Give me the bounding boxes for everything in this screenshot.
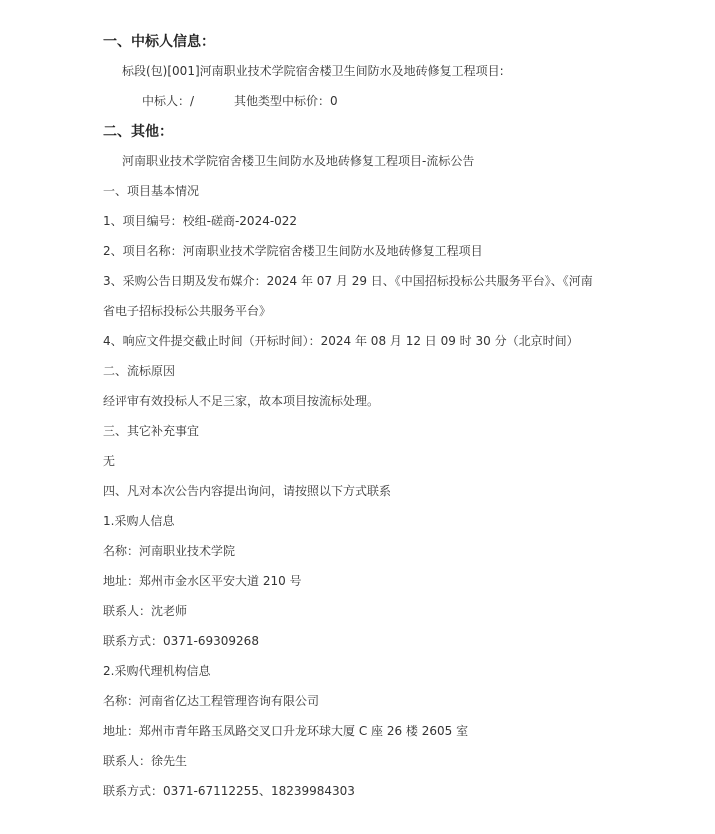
announcement-date-line2: 省电子招标投标公共服务平台》 — [103, 304, 272, 318]
section-contact-heading: 四、凡对本次公告内容提出询问，请按照以下方式联系 — [103, 484, 392, 498]
announcement-date-line1: 3、采购公告日期及发布媒介：2024 年 07 月 29 日、《中国招标投标公共服务平台》、《河南 — [103, 274, 593, 288]
lot-line: 标段(包)[001]河南职业技术学院宿舍楼卫生间防水及地砖修复工程项目: — [122, 64, 504, 78]
section-supplement-heading: 三、其它补充事宜 — [103, 424, 200, 438]
agency-heading: 2.采购代理机构信息 — [103, 664, 211, 678]
supplement-text: 无 — [103, 454, 116, 468]
other-price: 其他类型中标价：0 — [234, 94, 338, 108]
failure-reason: 经评审有效投标人不足三家，故本项目按流标处理。 — [103, 394, 380, 408]
purchaser-heading: 1.采购人信息 — [103, 514, 175, 528]
purchaser-phone: 联系方式：0371-69309268 — [103, 634, 259, 648]
purchaser-name: 名称：河南职业技术学院 — [103, 544, 236, 558]
winner-label: 中标人：/ — [142, 94, 195, 108]
project-name: 2、项目名称：河南职业技术学院宿舍楼卫生间防水及地砖修复工程项目 — [103, 244, 483, 258]
deadline: 4、响应文件提交截止时间（开标时间）：2024 年 08 月 12 日 09 时 30 分（北京时间） — [103, 334, 579, 348]
section-failure-reason-heading: 二、流标原因 — [103, 364, 176, 378]
agency-name: 名称：河南省亿达工程管理咨询有限公司 — [103, 694, 320, 708]
winner-line — [142, 93, 338, 109]
other-heading: 二、其他： — [103, 124, 173, 140]
agency-phone: 联系方式：0371-67112255、18239984303 — [103, 784, 355, 798]
agency-contact: 联系人：徐先生 — [103, 754, 188, 768]
winner-info-heading: 一、中标人信息： — [103, 34, 215, 50]
purchaser-contact: 联系人：沈老师 — [103, 604, 188, 618]
project-number: 1、项目编号：校组-磋商-2024-022 — [103, 214, 298, 228]
agency-address: 地址：郑州市青年路玉凤路交叉口升龙环球大厦 C 座 26 楼 2605 室 — [103, 724, 469, 738]
purchaser-address: 地址：郑州市金水区平安大道 210 号 — [103, 574, 302, 588]
section-basic-info-heading: 一、项目基本情况 — [103, 184, 200, 198]
notice-title: 河南职业技术学院宿舍楼卫生间防水及地砖修复工程项目-流标公告 — [122, 154, 475, 168]
